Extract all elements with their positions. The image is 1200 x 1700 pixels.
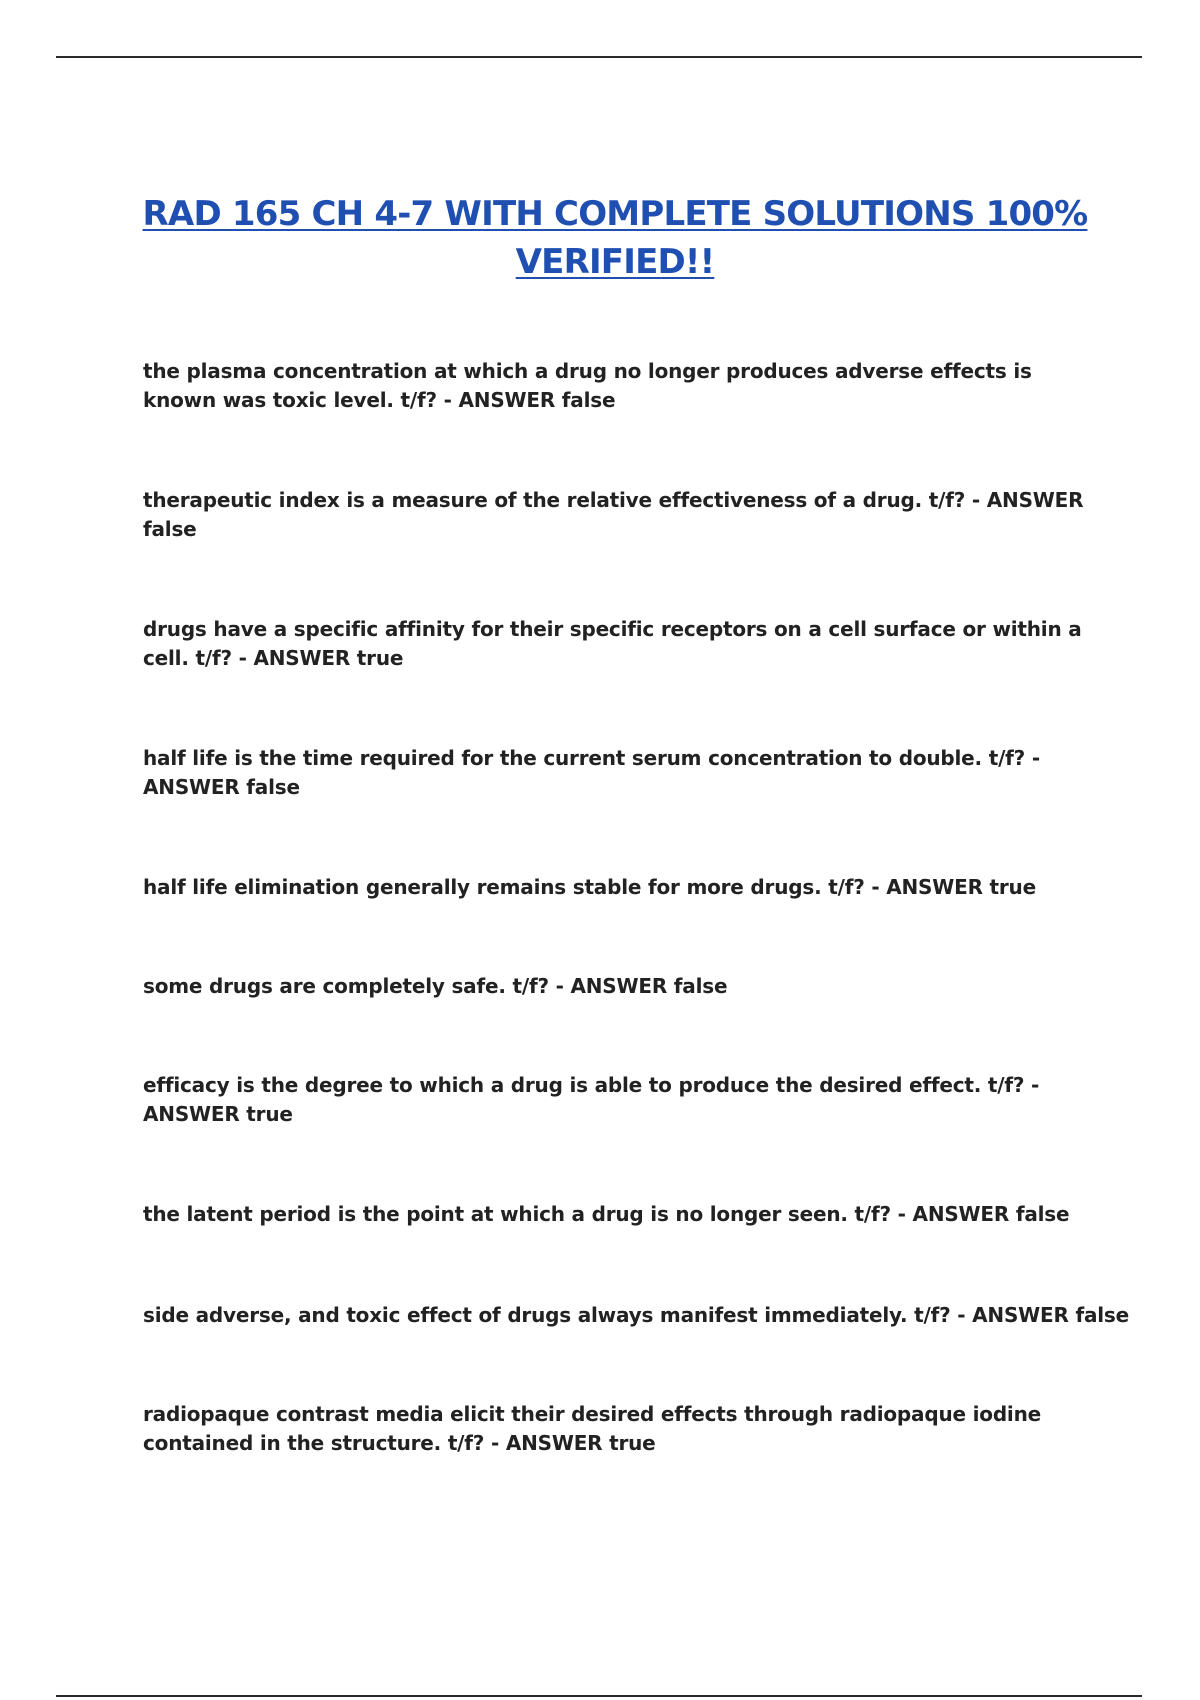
qa-item-10: radiopaque contrast media elicit their desired effects through radiopaque iodine contained in the structure. t/f? - ANSWER true: [143, 1402, 1041, 1455]
qa-item-6: some drugs are completely safe. t/f? - ANSWER false: [143, 974, 728, 998]
header-rule: [56, 56, 1142, 58]
qa-item-1: the plasma concentration at which a drug no longer produces adverse effects is known was toxic level. t/f? - ANSWER false: [143, 359, 1032, 412]
qa-item-4: half life is the time required for the current serum concentration to double. t/f? - ANSWER false: [143, 746, 1040, 799]
document-title: [110, 190, 1120, 286]
qa-item-2: therapeutic index is a measure of the relative effectiveness of a drug. t/f? - ANSWER false: [143, 488, 1084, 541]
qa-item-5: half life elimination generally remains stable for more drugs. t/f? - ANSWER true: [143, 875, 1036, 899]
title-line-1: RAD 165 CH 4-7 WITH COMPLETE SOLUTIONS 100%: [142, 194, 1088, 234]
qa-item-7: efficacy is the degree to which a drug is able to produce the desired effect. t/f? - ANSWER true: [143, 1073, 1040, 1126]
qa-item-9: side adverse, and toxic effect of drugs always manifest immediately. t/f? - ANSWER false: [143, 1303, 1129, 1327]
qa-item-3: drugs have a specific affinity for their specific receptors on a cell surface or within a cell. t/f? - ANSWER true: [143, 617, 1082, 670]
title-line-2: VERIFIED!!: [515, 242, 715, 282]
qa-item-8: the latent period is the point at which a drug is no longer seen. t/f? - ANSWER false: [143, 1202, 1070, 1226]
footer-rule: [56, 1695, 1142, 1697]
